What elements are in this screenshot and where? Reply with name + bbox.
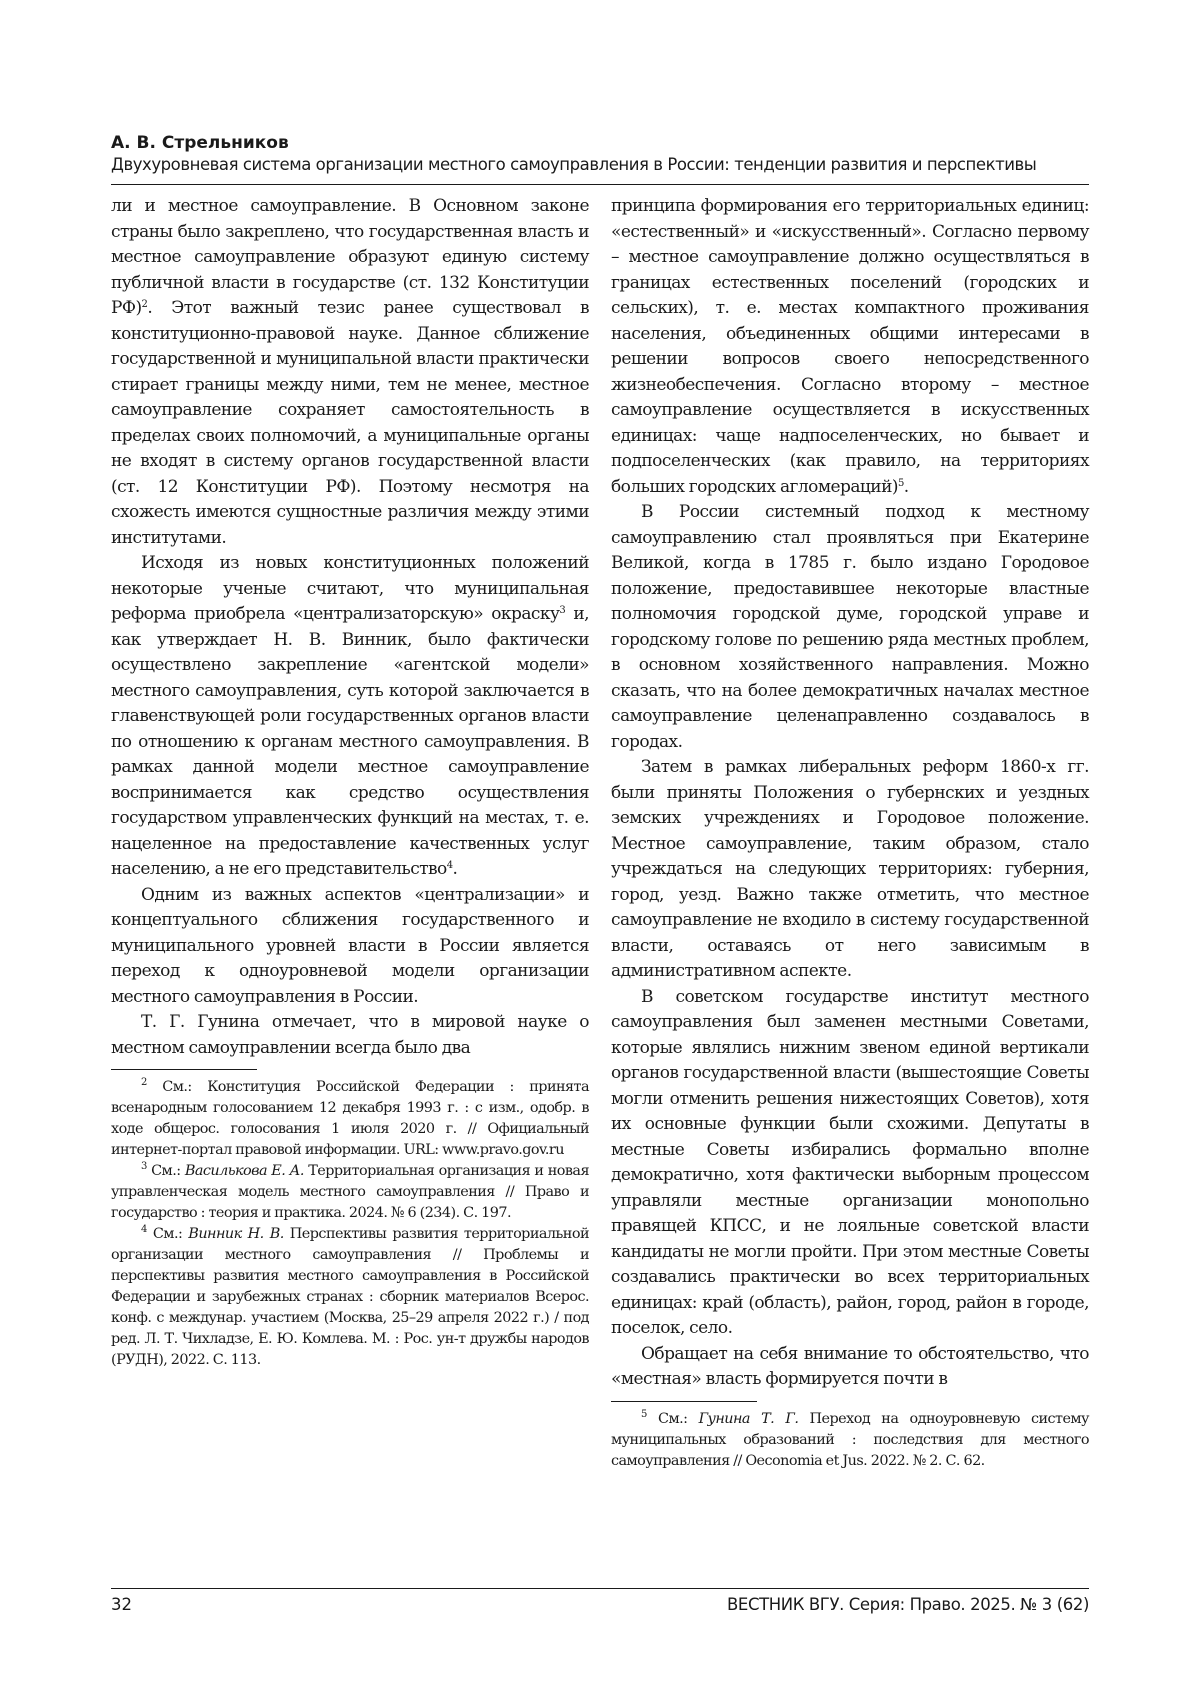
running-header-title: Двухуровневая система организации местного самоуправления в России: тенденции развития и перспективы xyxy=(111,155,1037,174)
right-paragraph-2: В России системный подход к местному самоуправлению стал проявляться при Екатерине Великой, когда в 1785 г. было издано Городовое положение, предоставившее некоторые властные полномочия городской думе, городской управе и городскому голове по решению ряда местных проблем, в основном хозяйственного направления. Можно сказать, что на более демократичных началах местное самоуправление целенаправленно создавалось в городах. xyxy=(611,502,1089,752)
right-paragraph-1: принципа формирования его территориальных единиц: «естественный» и «искусственный». Согласно первому – местное самоуправление должно осуществляться в границах естественных поселений (городских и сельских), т. е. местах компактного проживания населения, объединенных общими интересами в решении вопросов своего непосредственного жизнеобеспечения. Согласно второму – местное самоуправление осуществляется в искусственных единицах: чаще надпоселенческих, но бывает и подпоселенческих (как правило, на территориях больших городских агломераций)$^5$. xyxy=(611,196,1089,497)
left-paragraph-3: Одним из важных аспектов «централизации» и концептуального сближения государственного и муниципального уровней власти в России является переход к одноуровневой модели организации местного самоуправления в России. xyxy=(111,884,589,1007)
running-header xyxy=(111,132,1089,176)
right-paragraph-3: Затем в рамках либеральных реформ 1860-х гг. были приняты Положения о губернских и уездных земских учреждениях и Городовое положение. Местное самоуправление, таким образом, стало учреждаться на следующих территориях: губерния, город, уезд. Важно также отметить, что местное самоуправление не входило в систему государственной власти, оставаясь от него зависимым в административном аспекте. xyxy=(611,757,1089,981)
footnote-3: $^3$ См.: Василькова Е. А. Территориальная организация и новая управленческая модель местного самоуправления // Право и государство : теория и практика. 2024. № 6 (234). С. 197. xyxy=(111,1161,589,1221)
footnote-ref-5: 5 xyxy=(897,477,904,489)
right-column xyxy=(611,194,1089,1472)
left-paragraph-4: Т. Г. Гунина отмечает, что в мировой науке о местном самоуправлении всегда было два xyxy=(111,1012,589,1058)
left-column xyxy=(111,194,589,1371)
left-paragraph-2: Исходя из новых конституционных положений некоторые ученые считают, что муниципальная реформа приобрела «централизаторскую» окраску$^3$ и, как утверждает Н. В. Винник, было фактически осуществлено закрепление «агентской модели» местного самоуправления, суть которой заключается в главенствующей роли государственных органов власти по отношению к органам местного самоуправления. В рамках данной модели местное самоуправление воспринимается как средство осуществления государством управленческих функций на местах, т. е. нацеленное на предоставление качественных услуг населению, а не его представительство$^4$. xyxy=(111,553,589,879)
right-paragraph-5: Обращает на себя внимание то обстоятельство, что «местная» власть формируется почти в xyxy=(611,1343,1089,1389)
footnote-5: $^5$ См.: Гунина Т. Г. Переход на одноуровневую систему муниципальных образований : последствия для местного самоуправления // Oeconomia et Jus. 2022. № 2. С. 62. xyxy=(611,1408,1089,1469)
footer-divider xyxy=(111,1588,1089,1589)
footnote-ref-2: 2 xyxy=(141,299,148,310)
footnote-4: $^4$ См.: Винник Н. В. Перспективы развития территориальной организации местного самоуправления // Проблемы и перспективы развития местного самоуправления в Российской Федерации и зарубежных странах : сборник материалов Всерос. конф. с междунар. участием (Москва, 25–29 апреля 2022 г.) / под ред. Л. Т. Чихладзе, Е. Ю. Комлева. М. : Рос. ун-т дружбы народов (РУДН), 2022. С. 113. xyxy=(111,1224,589,1368)
footnote-2: $^2$ См.: Конституция Российской Федерации : принята всенародным голосованием 12 декабря 1993 г. : с изм., одобр. в ходе общерос. голосования 1 июля 2020 г. // Официальный интернет-портал правовой информации. URL: www.pravo.gov.ru xyxy=(111,1077,589,1158)
header-divider xyxy=(111,184,1089,185)
footnote-rule xyxy=(111,1069,257,1070)
footnote-ref-3: 3 xyxy=(559,605,566,616)
right-paragraph-4: В советском государстве институт местного самоуправления был заменен местными Советами, которые являлись нижним звеном единой вертикали органов государственной власти (вышестоящие Советы могли отменить решения нижестоящих Советов), хотя их основные функции были схожими. Депутаты в местные Советы избирались формально вполне демократично, хотя фактически выборным процессом управляли местные организации монопольно правящей КПСС, и не лояльные советской власти кандидаты не могли пройти. При этом местные Советы создавались практически во всех территориальных единицах: край (область), район, город, район в городе, поселок, село. xyxy=(611,986,1089,1338)
journal-title: ВЕСТНИК ВГУ. Серия: Право. 2025. № 3 (62) xyxy=(727,1595,1089,1614)
page-number: 32 xyxy=(111,1595,132,1614)
left-footnotes xyxy=(111,1069,589,1371)
running-header-author: А. В. Стрельников xyxy=(111,133,289,153)
footnote-ref-4: 4 xyxy=(446,860,453,871)
right-footnotes xyxy=(611,1401,1089,1472)
left-paragraph-1: ли и местное самоуправление. В Основном законе страны было закреплено, что государственная власть и местное самоуправление образуют единую систему публичной власти в государстве (ст. 132 Конституции РФ)$^2$. Этот важный тезис ранее существовал в конституционно-правовой науке. Данное сближение государственной и муниципальной власти практически стирает границы между ними, тем не менее, местное самоуправление сохраняет самостоятельность в пределах своих полномочий, а муниципальные органы не входят в систему органов государственной власти (ст. 12 Конституции РФ). Поэтому несмотря на схожесть имеются сущностные различия между этими институтами. xyxy=(111,196,589,548)
footnote-rule xyxy=(611,1401,757,1402)
